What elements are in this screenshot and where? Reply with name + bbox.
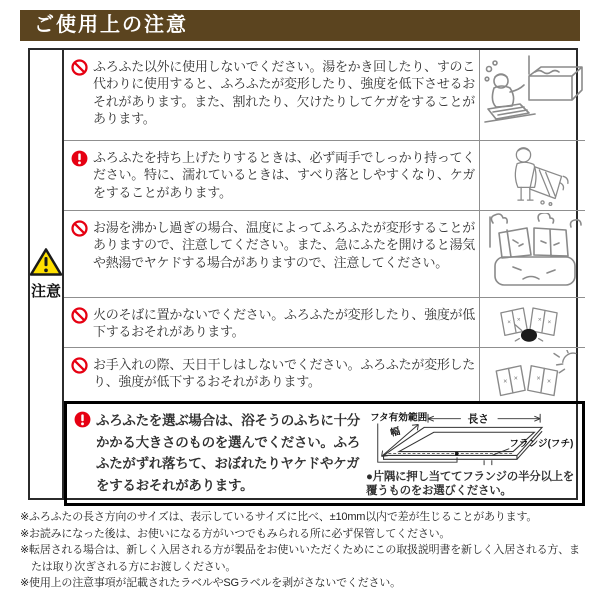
svg-text:×: × xyxy=(536,375,541,383)
lids-in-direct-sunlight-illustration xyxy=(483,350,583,399)
svg-text:×: × xyxy=(506,319,511,327)
prohibition-icon xyxy=(71,357,88,374)
diagram-flange-label: フランジ(フチ) xyxy=(509,438,574,450)
svg-text:×: × xyxy=(546,319,551,327)
caution-row xyxy=(64,211,585,298)
prohibition-icon xyxy=(71,307,88,324)
svg-text:×: × xyxy=(513,375,518,383)
caution-text: 火のそばに置かないでください。ふろふたが変形したり、強度が低下するおそれがあります。 xyxy=(93,307,475,340)
lid-selection-warning-box xyxy=(64,401,585,506)
footnote: ※ふろふたの長さ方向のサイズは、表示しているサイズに比べ、±10mm以内で差が生じることがあります。 xyxy=(20,511,538,523)
caution-text: ふろふた以外に使用しないでください。湯をかき回したり、すのこ代わりに使用すると、ふろふたが変形したり、強度を低下させるおそれがあります。また、割れたり、欠けたりしてケガをすることがあります。 xyxy=(93,59,475,126)
footnote: ※使用上の注意事項が記載されたラベルやSGラベルを剥がさないでください。 xyxy=(20,577,401,589)
diagram-note: ●片隅に押し当ててフランジの半分以上を覆うものをお選びください。 xyxy=(366,471,574,498)
caution-table xyxy=(28,48,578,500)
footnote: ※お読みになった後は、お使いになる方がいつでもみられる所に必ず保管してください。 xyxy=(20,527,451,540)
important-icon xyxy=(74,411,91,428)
footnotes xyxy=(20,509,580,592)
caution-text: ふろふたを持ち上げたりするときは、必ず両手でしっかり持ってください。特に、濡れているときは、すべり落としやすくなり、ケガをすることがあります。 xyxy=(93,150,475,200)
person-carrying-slipping-lid-illustration xyxy=(483,143,583,208)
caution-symbol-column xyxy=(30,50,64,498)
diagram-effective-range-label: フタ有効範囲 xyxy=(370,412,428,424)
caution-text: お手入れの際、天日干しはしないでください。ふろふたが変形したり、強度が低下するおそれがあります。 xyxy=(93,357,475,390)
caution-row xyxy=(64,348,585,401)
svg-text:×: × xyxy=(537,316,542,324)
svg-text:×: × xyxy=(516,316,521,324)
warning-triangle-icon xyxy=(29,247,63,277)
caution-row xyxy=(64,50,585,141)
tub-size-diagram xyxy=(366,410,578,468)
caution-row xyxy=(64,298,585,348)
svg-text:×: × xyxy=(546,378,551,386)
caution-row xyxy=(64,141,585,211)
prohibition-icon xyxy=(71,59,88,76)
child-using-lid-as-bath-mat-illustration xyxy=(483,54,583,136)
footnote: ※転居される場合は、新しく入居される方が製品をお使いいただくためにこの取扱説明書を新しく入居される方、または取り次ぎされる方にお渡しください。 xyxy=(20,544,580,573)
caution-content-column xyxy=(64,50,585,498)
highlight-text: ふろふたを選ぶ場合は、浴そうのふちに十分かかる大きさのものを選んでください。ふろふたがずれ落ちて、おぼれたりヤケドやケガをするおそれがあります。 xyxy=(96,413,360,493)
diagram-width-label: 幅 xyxy=(389,426,402,440)
caution-label: 注意 xyxy=(30,283,61,300)
prohibition-icon xyxy=(71,220,88,237)
warped-lids-on-hot-tub-illustration xyxy=(483,213,583,295)
diagram-length-label: 長さ xyxy=(467,413,489,426)
lids-near-pot-fire-illustration xyxy=(483,300,583,345)
page-title: ご使用上の注意 xyxy=(20,10,580,41)
caution-text: お湯を沸かし過ぎの場合、温度によってふろふたが変形することがありますので、注意してください。また、急にふたを開けると湯気や熱湯でヤケドする場合がありますので、注意してください。 xyxy=(93,220,475,270)
svg-text:×: × xyxy=(502,378,507,386)
important-icon xyxy=(71,150,88,167)
